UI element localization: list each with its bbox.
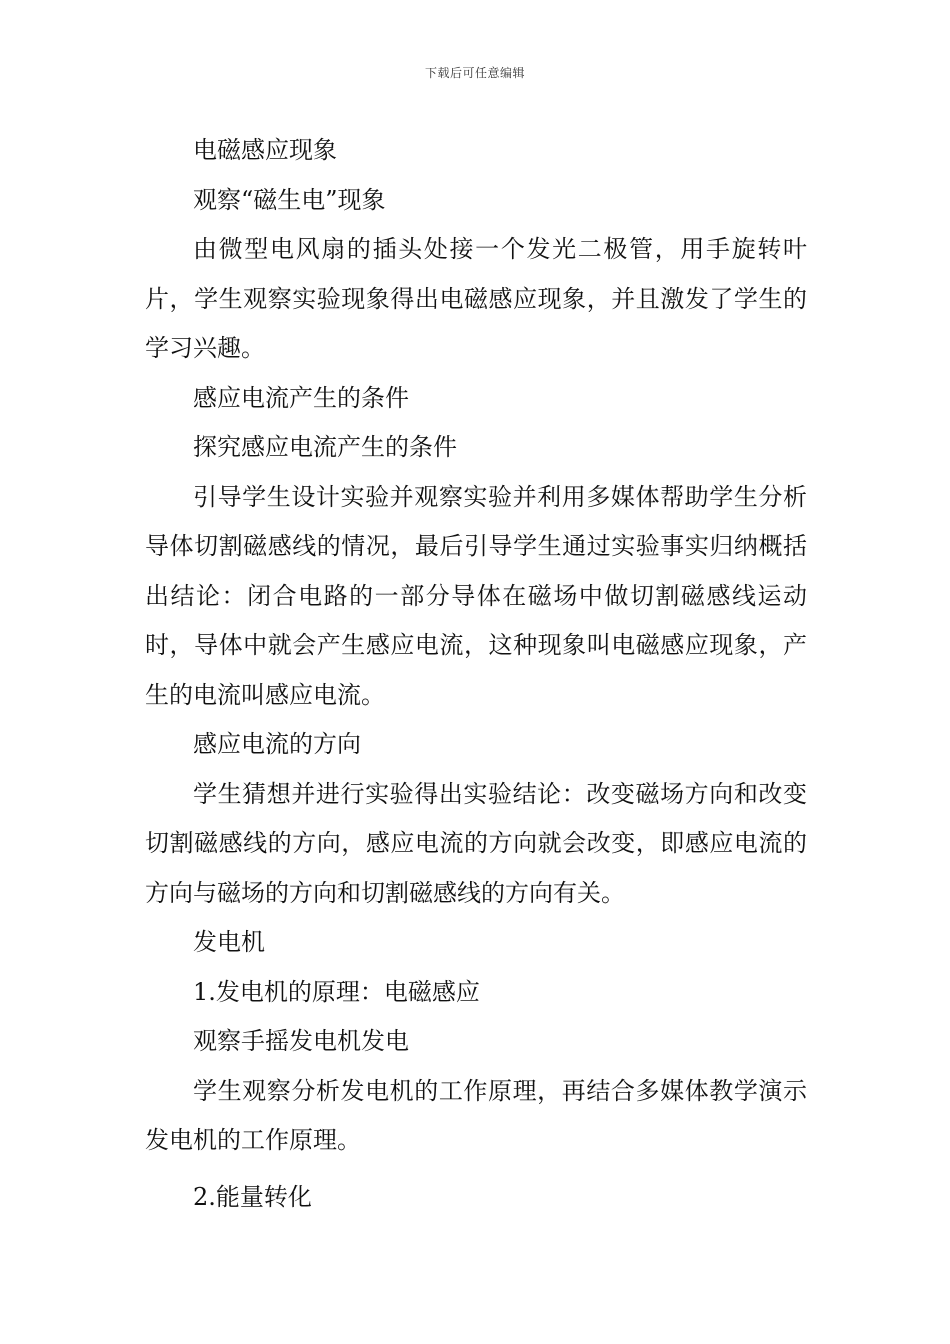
heading-explore-conditions: 探究感应电流产生的条件 — [193, 433, 457, 461]
heading-generator: 发电机 — [193, 928, 265, 956]
paragraph-generator-analysis: 学生观察分析发电机的工作原理，再结合多媒体教学演示发电机的工作原理。 — [145, 1076, 807, 1154]
heading-generator-principle: 1.发电机的原理：电磁感应 — [193, 977, 480, 1006]
paragraph-fan-experiment: 由微型电风扇的插头处接一个发光二极管，用手旋转叶片，学生观察实验现象得出电磁感应现象，并且激发了学生的学习兴趣。 — [145, 235, 807, 362]
heading-induced-current-conditions: 感应电流产生的条件 — [193, 383, 409, 412]
paragraph-direction-experiment: 学生猜想并进行实验得出实验结论：改变磁场方向和改变切割磁感线的方向，感应电流的方向就会改变，即感应电流的方向与磁场的方向和切割磁感线的方向有关。 — [145, 779, 807, 907]
heading-electromagnetic-induction: 电磁感应现象 — [193, 136, 337, 164]
paragraph-conclusion: 引导学生设计实验并观察实验并利用多媒体帮助学生分析导体切割磁感线的情况，最后引导学生通过实验事实归纳概括出结论：闭合电路的一部分导体在磁场中做切割磁感线运动时，导体中就会产生感应电流，这种现象叫电磁感应现象，产生的电流叫感应电流。 — [145, 482, 807, 709]
heading-energy-conversion: 2.能量转化 — [193, 1182, 312, 1211]
document-body — [145, 126, 807, 1222]
page-header-note: 下载后可任意编辑 — [424, 66, 525, 80]
heading-observe-hand-generator: 观察手摇发电机发电 — [193, 1027, 409, 1055]
heading-observe-magnetism-to-electricity: 观察“磁生电”现象 — [193, 185, 386, 214]
heading-induced-current-direction: 感应电流的方向 — [193, 730, 361, 758]
